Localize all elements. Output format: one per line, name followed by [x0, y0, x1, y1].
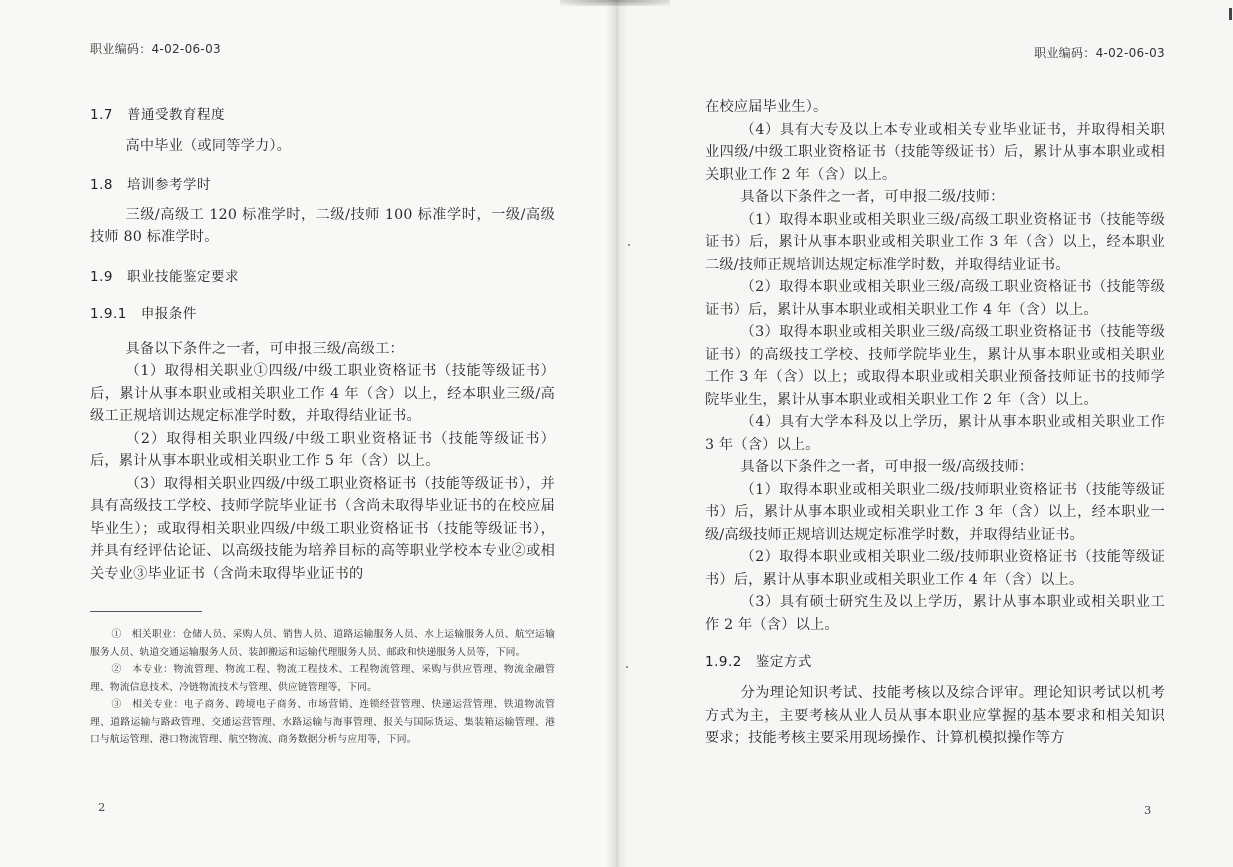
level3-condition-1: （1）取得相关职业①四级/中级工职业资格证书（技能等级证书）后，累计从事本职业或相关职业工作 4 年（含）以上，经本职业三级/高级工正规培训达规定标准学时数，并取得结业证书。	[90, 363, 555, 424]
level2-intro: 具备以下条件之一者，可申报二级/技师：	[740, 189, 1005, 205]
level1-condition-2: （2）取得本职业或相关职业二级/技师职业资格证书（技能等级证书）后，累计从事本职业或相关职业工作 4 年（含）以上。	[705, 549, 1165, 588]
level2-condition-3: （3）取得本职业或相关职业三级/高级工职业资格证书（技能等级证书）的高级技工学校、技师学院毕业生，累计从事本职业或相关职业工作 3 年（含）以上；或取得本职业或相关职业预备技师证书的技师学院毕业生，累计从事本职业或相关职业工作 2 年（含）以上。	[705, 324, 1165, 408]
scan-speck	[626, 666, 628, 668]
level2-condition-2: （2）取得本职业或相关职业三级/高级工职业资格证书（技能等级证书）后，累计从事本职业或相关职业工作 4 年（含）以上。	[705, 279, 1165, 318]
right-page-header: 职业编码：4-02-06-03	[1034, 46, 1165, 60]
right-page-number: 3	[1144, 803, 1152, 817]
right-page-content	[705, 96, 1165, 750]
binding-top-shadow	[560, 0, 670, 6]
level1-condition-1: （1）取得本职业或相关职业二级/技师职业资格证书（技能等级证书）后，累计从事本职业或相关职业工作 3 年（含）以上，经本职业一级/高级技师正规培训达规定标准学时数，并取得结业证书。	[705, 481, 1165, 543]
level3-intro: 具备以下条件之一者，可申报三级/高级工：	[125, 340, 404, 357]
level3-condition-3: （3）取得相关职业四级/中级工职业资格证书（技能等级证书），并具有高级技工学校、技师学院毕业证书（含尚未取得毕业证书的在校应届毕业生）；或取得相关职业四级/中级工职业资格证书（技能等级证书），并具有经评估论证、以高级技能为培养目标的高等职业学校本专业②或相关专业③毕业证书（含尚未取得毕业证书的	[90, 475, 555, 582]
section-1-9-heading: 1.9 职业技能鉴定要求	[90, 268, 239, 285]
page-edge-mark	[1229, 8, 1232, 20]
footnote-3: ③ 相关专业：电子商务、跨境电子商务、市场营销、连锁经营管理、快递运营管理、铁道物流管理、道路运输与路政管理、交通运营管理、水路运输与海事管理、报关与国际货运、集装箱运输管理、港口与航运管理、港口物流管理、航空物流、商务数据分析与应用等，下同。	[90, 699, 555, 745]
section-1-9-2-body: 分为理论知识考试、技能考核以及综合评审。理论知识考试以机考方式为主，主要考核从业人员从事本职业应掌握的基本要求和相关知识要求；技能考核主要采用现场操作、计算机模拟操作等方	[705, 685, 1165, 746]
footnote-1: ① 相关职业：仓储人员、采购人员、销售人员、道路运输服务人员、水上运输服务人员、航空运输服务人员、轨道交通运输服务人员、装卸搬运和运输代理服务人员、邮政和快递服务人员等，下同。	[90, 629, 555, 658]
footnote-divider	[90, 611, 202, 612]
level1-condition-3: （3）具有硕士研究生及以上学历，累计从事本职业或相关职业工作 2 年（含）以上。	[705, 594, 1165, 633]
section-1-8-heading: 1.8 培训参考学时	[90, 176, 211, 193]
level2-condition-4: （4）具有大学本科及以上学历，累计从事本职业或相关职业工作 3 年（含）以上。	[705, 414, 1165, 453]
section-1-8-body: 三级/高级工 120 标准学时，二级/技师 100 标准学时，一级/高级技师 80 标准学时。	[90, 206, 555, 245]
footnotes	[90, 626, 555, 749]
footnote-2: ② 本专业：物流管理、物流工程、物流工程技术、工程物流管理、采购与供应管理、物流金融管理、物流信息技术、冷链物流技术与管理、供应链管理等，下同。	[90, 664, 555, 693]
left-page-content	[90, 100, 555, 585]
level1-intro: 具备以下条件之一者，可申报一级/高级技师：	[740, 459, 1034, 475]
scan-speck	[628, 244, 630, 246]
level3-condition-2: （2）取得相关职业四级/中级工职业资格证书（技能等级证书）后，累计从事本职业或相关职业工作 5 年（含）以上。	[90, 430, 555, 469]
section-1-9-2-heading: 1.9.2 鉴定方式	[705, 654, 812, 670]
book-gutter-shadow	[606, 0, 628, 867]
section-1-7-heading: 1.7 普通受教育程度	[90, 107, 225, 123]
continuation-text: 在校应届毕业生）。	[705, 99, 828, 115]
left-page-header: 职业编码：4-02-06-03	[90, 42, 221, 56]
level2-condition-1: （1）取得本职业或相关职业三级/高级工职业资格证书（技能等级证书）后，累计从事本职业或相关职业工作 3 年（含）以上，经本职业二级/技师正规培训达规定标准学时数，并取得结业证书。	[705, 211, 1165, 273]
section-1-7-body: 高中毕业（或同等学力）。	[125, 138, 292, 154]
section-1-9-1-heading: 1.9.1 申报条件	[90, 305, 197, 322]
level3-condition-4: （4）具有大专及以上本专业或相关专业毕业证书，并取得相关职业四级/中级工职业资格证书（技能等级证书）后，累计从事本职业或相关职业工作 2 年（含）以上。	[705, 121, 1165, 183]
left-page-number: 2	[98, 800, 106, 814]
right-page	[617, 0, 1233, 867]
